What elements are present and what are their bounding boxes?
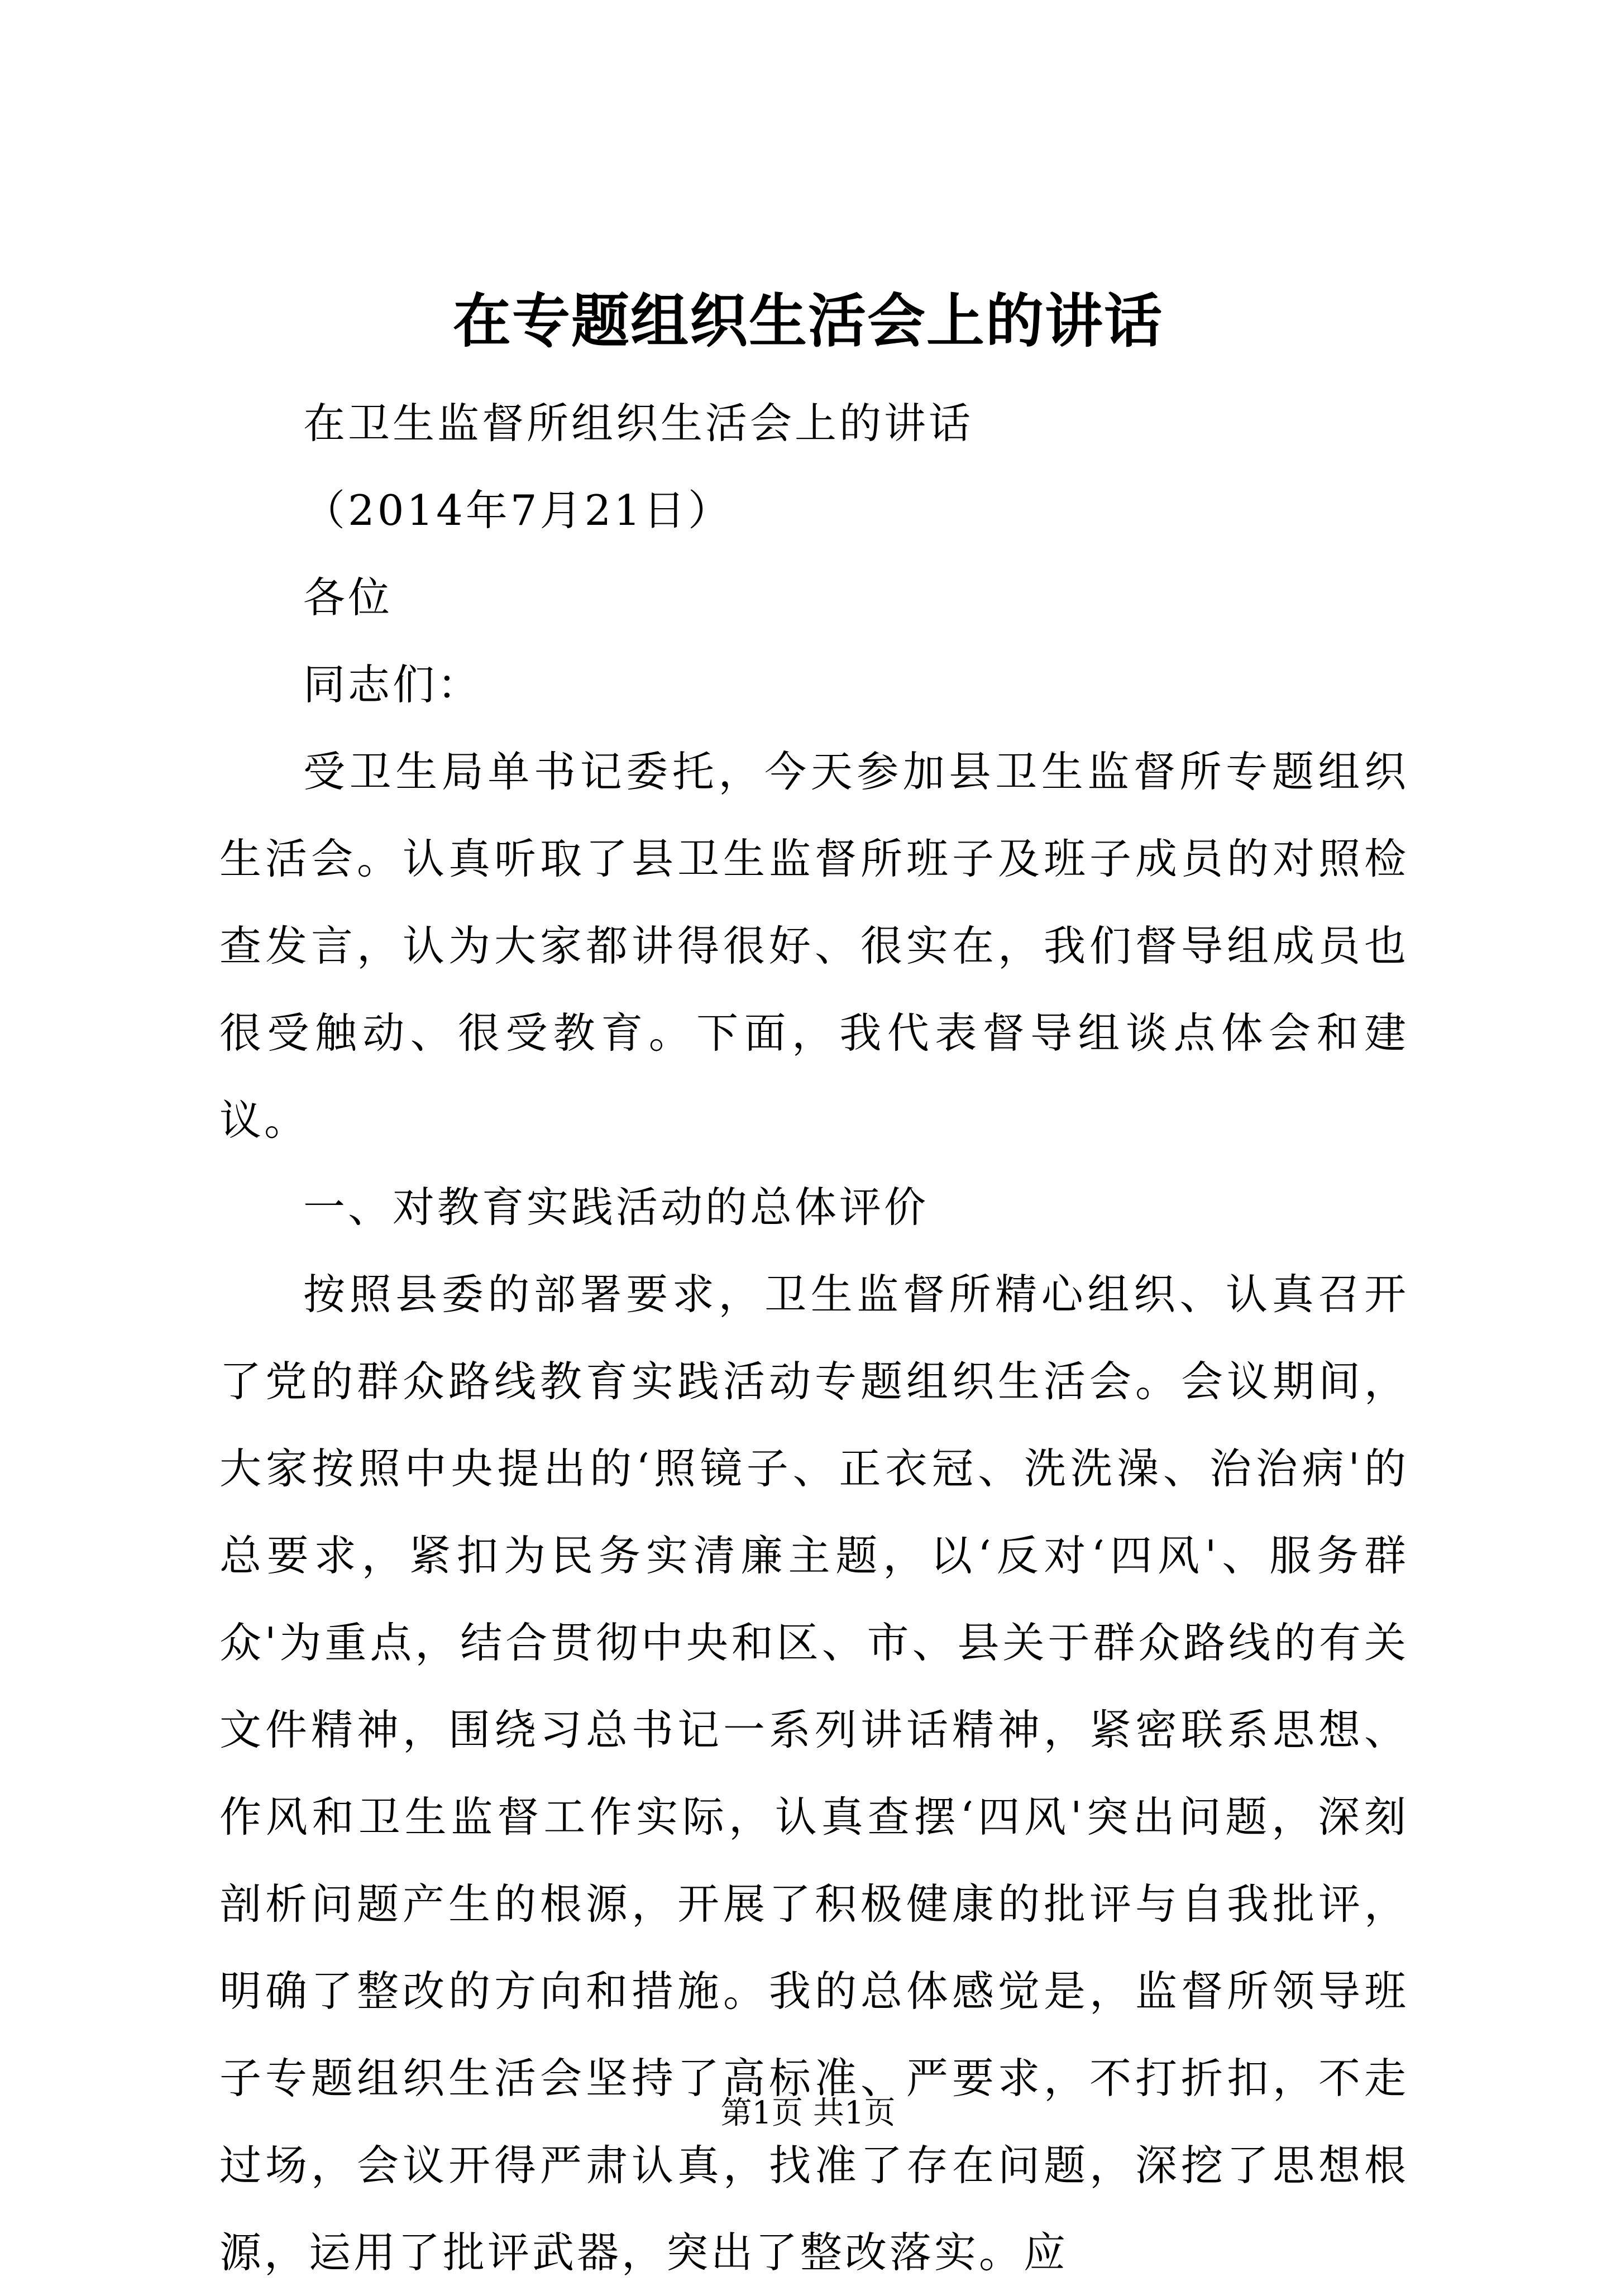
body-paragraph-evaluation: 按照县委的部署要求，卫生监督所精心组织、认真召开了党的群众路线教育实践活动专题组织生活会。会议期间，大家按照中央提出的‘照镜子、正衣冠、洗洗澡、治治病'的总要求，紧扣为民务实清廉主题，以‘反对‘四风'、服务群众'为重点，结合贯彻中央和区、市、县关于群众路线的有关文件精神，围绕习总书记一系列讲话精神，紧密联系思想、作风和卫生监督工作实际，认真查摆‘四风'突出问题，深刻剖析问题产生的根源，开展了积极健康的批评与自我批评，明确了整改的方向和措施。我的总体感觉是，监督所领导班子专题组织生活会坚持了高标准、严要求，不打折扣，不走过场，会议开得严肃认真，找准了存在问题，深挖了思想根源，运用了批评武器，突出了整改落实。应 — [219, 1270, 1409, 2277]
salutation-line-1: 各位 — [303, 573, 393, 622]
speech-date: （2014年7月21日） — [303, 486, 733, 535]
document-title: 在专题组织生活会上的讲话 — [452, 286, 1163, 355]
section-heading-1: 一、对教育实践活动的总体评价 — [303, 1183, 929, 1232]
page-footer: 第1页 共1页 — [720, 2095, 896, 2131]
body-paragraph-intro: 受卫生局单书记委托，今天参加县卫生监督所专题组织生活会。认真听取了县卫生监督所班子及班子成员的对照检查发言，认为大家都讲得很好、很实在，我们督导组成员也很受触动、很受教育。下面，我代表督导组谈点体会和建议。 — [219, 747, 1409, 1145]
speech-subtitle: 在卫生监督所组织生活会上的讲话 — [303, 399, 974, 448]
document-body — [219, 380, 1409, 2296]
salutation-line-2: 同志们： — [303, 660, 482, 709]
